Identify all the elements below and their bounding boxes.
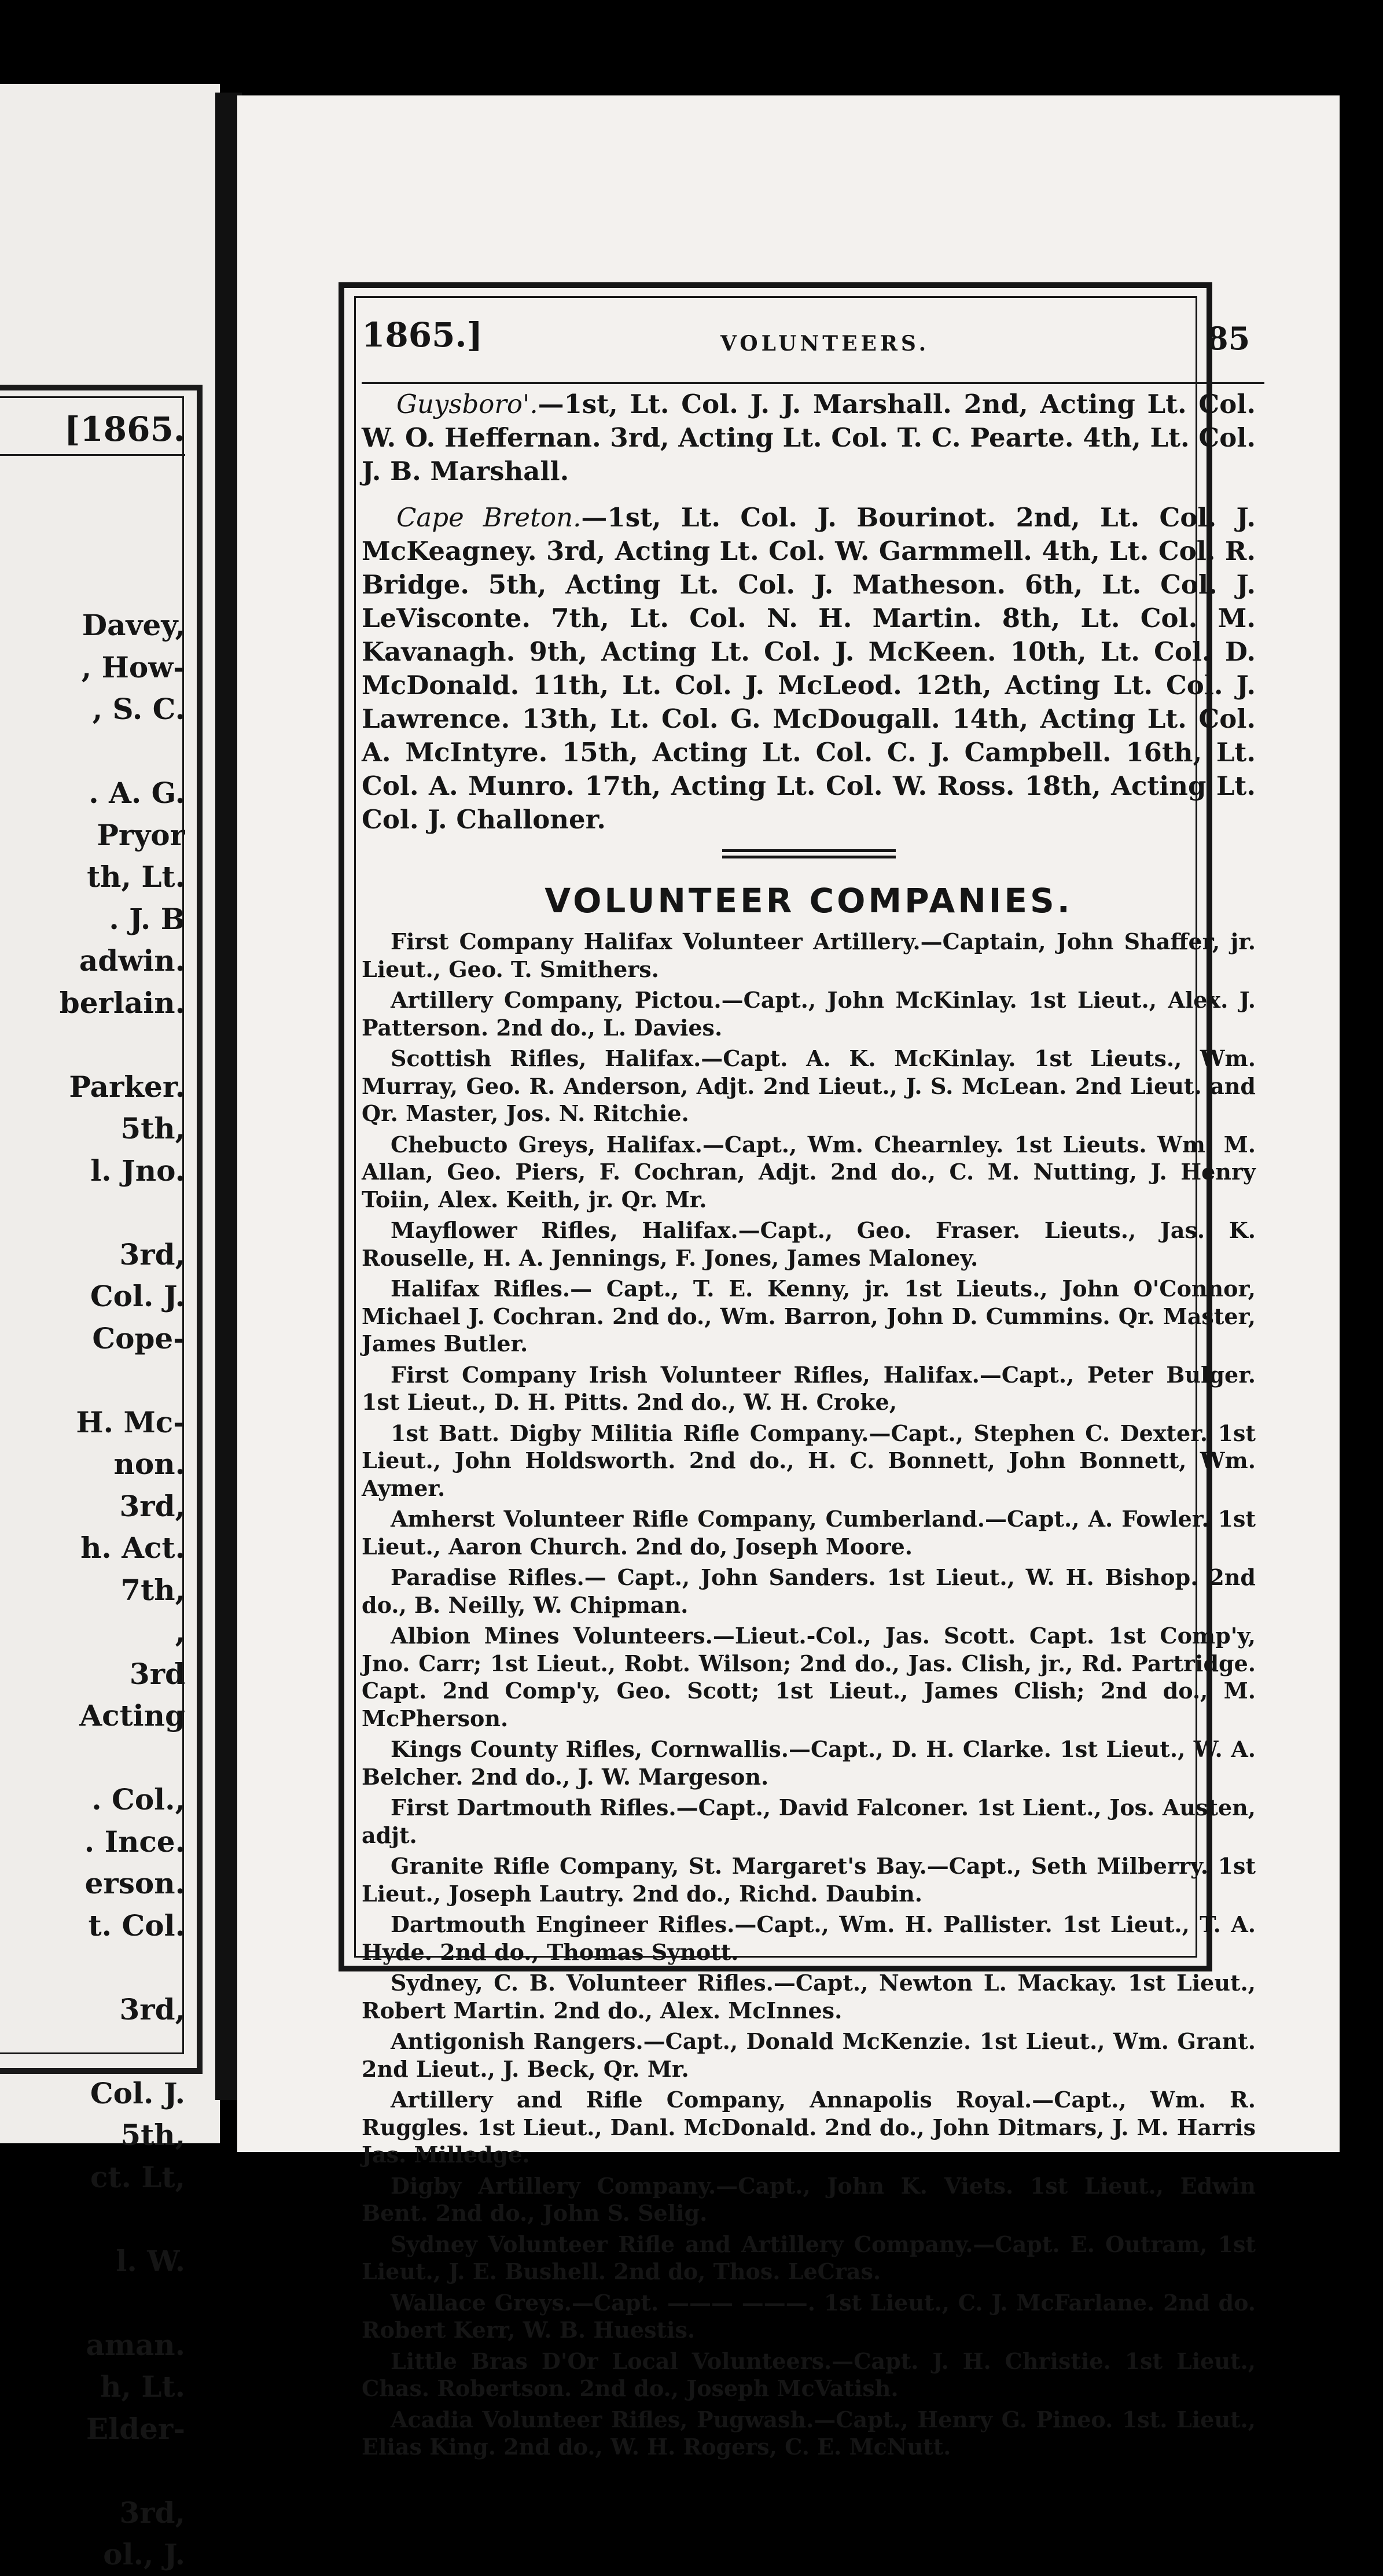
county-name: Guysboro'.: [396, 389, 538, 419]
previous-page-line: adwin.: [79, 944, 185, 978]
previous-page-line: [0, 1737, 185, 1779]
company-entry: Sydney, C. B. Volunteer Rifles.—Capt., Newton L. Mackay. 1st Lieut., Robert Martin. 2nd do., Alex. McInnes.: [362, 1970, 1256, 2024]
company-entry: Dartmouth Engineer Rifles.—Capt., Wm. H. Pallister. 1st Lieut., T. A. Hyde. 2nd do., Thomas Synott.: [362, 1911, 1256, 1965]
previous-page-line: t. Col.: [88, 1908, 185, 1943]
previous-page-line: l. Jno.: [90, 1153, 185, 1188]
previous-page-line: ol., J.: [103, 2537, 185, 2571]
previous-page-line: [0, 1359, 185, 1402]
page-number: 85: [1207, 320, 1250, 357]
company-entry: Digby Artillery Company.—Capt., John K. Viets. 1st Lieut., Edwin Bent. 2nd do., John S. Selig.: [362, 2172, 1256, 2226]
previous-page-line: , S. C.: [92, 692, 185, 726]
running-head-year: 1865.]: [362, 315, 483, 355]
regiment-officers: —1st, Lt. Col. J. J. Marshall. 2nd, Acting Lt. Col. W. O. Heffernan. 3rd, Acting Lt. Col. T. C. Pearte. 4th, Lt. Col. J. B. Marshall.: [362, 389, 1256, 487]
running-head-title: VOLUNTEERS.: [720, 331, 930, 356]
company-entry: Antigonish Rangers.—Capt., Donald McKenzie. 1st Lieut., Wm. Grant. 2nd Lieut., J. Beck, Qr. Mr.: [362, 2028, 1256, 2082]
previous-page-line: 3rd: [129, 1656, 185, 1691]
previous-page-line: h. Act.: [80, 1531, 185, 1565]
previous-page-line: berlain.: [59, 985, 185, 1020]
previous-page-line: th, Lt.: [87, 860, 185, 894]
company-entry: Kings County Rifles, Cornwallis.—Capt., D. H. Clarke. 1st Lieut., W. A. Belcher. 2nd do., J. W. Margeson.: [362, 1736, 1256, 1790]
running-head: [362, 304, 1253, 379]
previous-page-line: . Col.,: [91, 1782, 185, 1816]
militia-county-entry: [362, 388, 1256, 488]
company-entry: Little Bras D'Or Local Volunteers.—Capt. J. H. Christie. 1st Lieut., Chas. Robertson. 2nd do., Joseph McVatish.: [362, 2347, 1256, 2401]
previous-page-line: Col. J.: [90, 1279, 185, 1313]
page-body: [362, 388, 1256, 2464]
previous-page-line: erson.: [84, 1866, 185, 1900]
section-title: VOLUNTEER COMPANIES.: [545, 881, 1073, 920]
previous-page: [0, 84, 220, 2571]
previous-page-line: [0, 2030, 185, 2073]
previous-page-line: [0, 2450, 185, 2492]
company-entry: Halifax Rifles.— Capt., T. E. Kenny, jr. 1st Lieuts., John O'Connor, Michael J. Cochran. 2nd do., Wm. Barron, John D. Cummins. Qr. Master, James Butler.: [362, 1276, 1256, 1357]
previous-page-line: [0, 1192, 185, 1234]
company-entry: Amherst Volunteer Rifle Company, Cumberland.—Capt., A. Fowler. 1st Lieut., Aaron Church. 2nd do, Joseph Moore.: [362, 1506, 1256, 1560]
previous-page-line: ,: [175, 1615, 185, 1649]
previous-page-line: non.: [113, 1447, 185, 1481]
company-entry: First Company Halifax Volunteer Artillery.—Captain, John Shaffer, jr. Lieut., Geo. T. Smithers.: [362, 928, 1256, 982]
company-entry: Albion Mines Volunteers.—Lieut.-Col., Jas. Scott. Capt. 1st Comp'y, Jno. Carr; 1st Lieut., Robt. Wilson; 2nd do., Jas. Clish, jr., Rd. Partridge. Capt. 2nd Comp'y, Geo. Scott; 1st Lieut., James Clish; 2nd do., M. McPherson.: [362, 1623, 1256, 1731]
previous-page-line: [0, 1947, 185, 1989]
header-rule: [362, 382, 1264, 384]
company-entry: Artillery Company, Pictou.—Capt., John McKinlay. 1st Lieut., Alex. J. Patterson. 2nd do., L. Davies.: [362, 987, 1256, 1041]
company-entry: 1st Batt. Digby Militia Rifle Company.—Capt., Stephen C. Dexter. 1st Lieut., John Holdsworth. 2nd do., H. C. Bonnett, John Bonnett, Wm. Aymer.: [362, 1420, 1256, 1501]
previous-page-line: ct. Lt,: [90, 2159, 185, 2194]
previous-page-line: H. Mc-: [76, 1405, 185, 1439]
previous-page-line: l. W.: [116, 2243, 185, 2278]
previous-page-line: . Ince.: [84, 1824, 185, 1859]
previous-page-line: Davey,: [82, 608, 185, 642]
company-entry: Mayflower Rifles, Halifax.—Capt., Geo. Fraser. Lieuts., Jas. K. Rouselle, H. A. Jennings, F. Jones, James Maloney.: [362, 1217, 1256, 1271]
company-entry: Granite Rifle Company, St. Margaret's Bay.—Capt., Seth Milberry. 1st Lieut., Joseph Lautry. 2nd do., Richd. Daubin.: [362, 1853, 1256, 1907]
previous-page-line: 5th,: [120, 2118, 185, 2152]
company-entry: Artillery and Rifle Company, Annapolis Royal.—Capt., Wm. R. Ruggles. 1st Lieut., Danl. McDonald. 2nd do., John Ditmars, J. M. Harris Jas. Milledge.: [362, 2087, 1256, 2168]
previous-page-line: 3rd,: [119, 1488, 185, 1523]
previous-page-text: [0, 605, 185, 2576]
previous-page-line: Pryor: [97, 817, 185, 852]
militia-regiments: [362, 388, 1256, 836]
previous-page-line: h, Lt.: [100, 2369, 185, 2404]
previous-page-line: Col. J.: [90, 2076, 185, 2110]
previous-page-line: [0, 731, 185, 773]
company-entry: Paradise Rifles.— Capt., John Sanders. 1st Lieut., W. H. Bishop. 2nd do., B. Neilly, W. Chipman.: [362, 1564, 1256, 1618]
previous-page-line: Elder-: [86, 2411, 185, 2446]
company-entry: Wallace Greys.—Capt. ——— ———. 1st Lieut., C. J. McFarlane. 2nd do. Robert Kerr, W. B. Huestis.: [362, 2289, 1256, 2343]
previous-page-line: aman.: [86, 2327, 185, 2362]
previous-page-line: Acting: [79, 1698, 185, 1733]
previous-page-line: 3rd,: [119, 1237, 185, 1272]
company-entry: First Company Irish Volunteer Rifles, Halifax.—Capt., Peter Bulger. 1st Lieut., D. H. Pitts. 2nd do., W. H. Croke,: [362, 1361, 1256, 1415]
previous-page-line: [0, 2198, 185, 2240]
previous-page-line: Cope-: [92, 1321, 185, 1355]
county-name: Cape Breton.: [396, 502, 582, 533]
previous-page-line: . A. G.: [89, 776, 185, 810]
previous-page-line: Parker.: [69, 1069, 185, 1104]
company-entry: Chebucto Greys, Halifax.—Capt., Wm. Chearnley. 1st Lieuts. Wm. M. Allan, Geo. Piers, F. Cochran, Adjt. 2nd do., C. M. Nutting, J. Henry Toiin, Alex. Keith, jr. Qr. Mr.: [362, 1131, 1256, 1213]
previous-page-line: , How-: [81, 650, 185, 684]
section-divider: [722, 849, 896, 858]
previous-page-line: 7th,: [120, 1572, 185, 1607]
company-entry: Acadia Volunteer Rifles, Pugwash.—Capt., Henry G. Pineo. 1st. Lieut., Elias King. 2nd do., W. H. Rogers, C. E. McNutt.: [362, 2406, 1256, 2460]
previous-page-line: . J. B: [109, 901, 185, 936]
previous-page-line: [0, 1024, 185, 1066]
company-entry: First Dartmouth Rifles.—Capt., David Falconer. 1st Lient., Jos. Austen, adjt.: [362, 1794, 1256, 1848]
company-entry: Sydney Volunteer Rifle and Artillery Company.—Capt. E. Outram, 1st Lieut., J. E. Bushell. 2nd do, Thos. LeCras.: [362, 2231, 1256, 2284]
previous-page-line: 3rd,: [119, 1992, 185, 2026]
company-entry: Scottish Rifles, Halifax.—Capt. A. K. McKinlay. 1st Lieuts., Wm. Murray, Geo. R. Anderson, Adjt. 2nd Lieut., J. S. McLean. 2nd Lieut. and Qr. Master, Jos. N. Ritchie.: [362, 1045, 1256, 1126]
previous-page-line: [0, 2282, 185, 2324]
regiment-officers: —1st, Lt. Col. J. Bourinot. 2nd, Lt. Col. J. McKeagney. 3rd, Acting Lt. Col. W. Garmmell. 4th, Lt. Col. R. Bridge. 5th, Acting Lt. Col. J. Matheson. 6th, Lt. Col. J. LeVisconte. 7th, Lt. Col. N. H. Martin. 8th, Lt. Col. M. Kavanagh. 9th, Acting Lt. Col. J. McKeen. 10th, Lt. Col. D. McDonald. 11th, Lt. Col. J. McLeod. 12th, Acting Lt. Col. J. Lawrence. 13th, Lt. Col. G. McDougall. 14th, Acting Lt. Col. A. McIntyre. 15th, Acting Lt. Col. C. J. Campbell. 16th, Lt. Col. A. Munro. 17th, Acting Lt. Col. W. Ross. 18th, Acting Lt. Col. J. Challoner.: [362, 502, 1256, 835]
militia-county-entry: [362, 501, 1256, 836]
previous-page-line: 3rd,: [119, 2495, 185, 2530]
previous-page-header: [1865.: [0, 405, 185, 456]
volunteer-companies-list: [362, 928, 1256, 2461]
previous-page-line: 5th,: [120, 1111, 185, 1145]
